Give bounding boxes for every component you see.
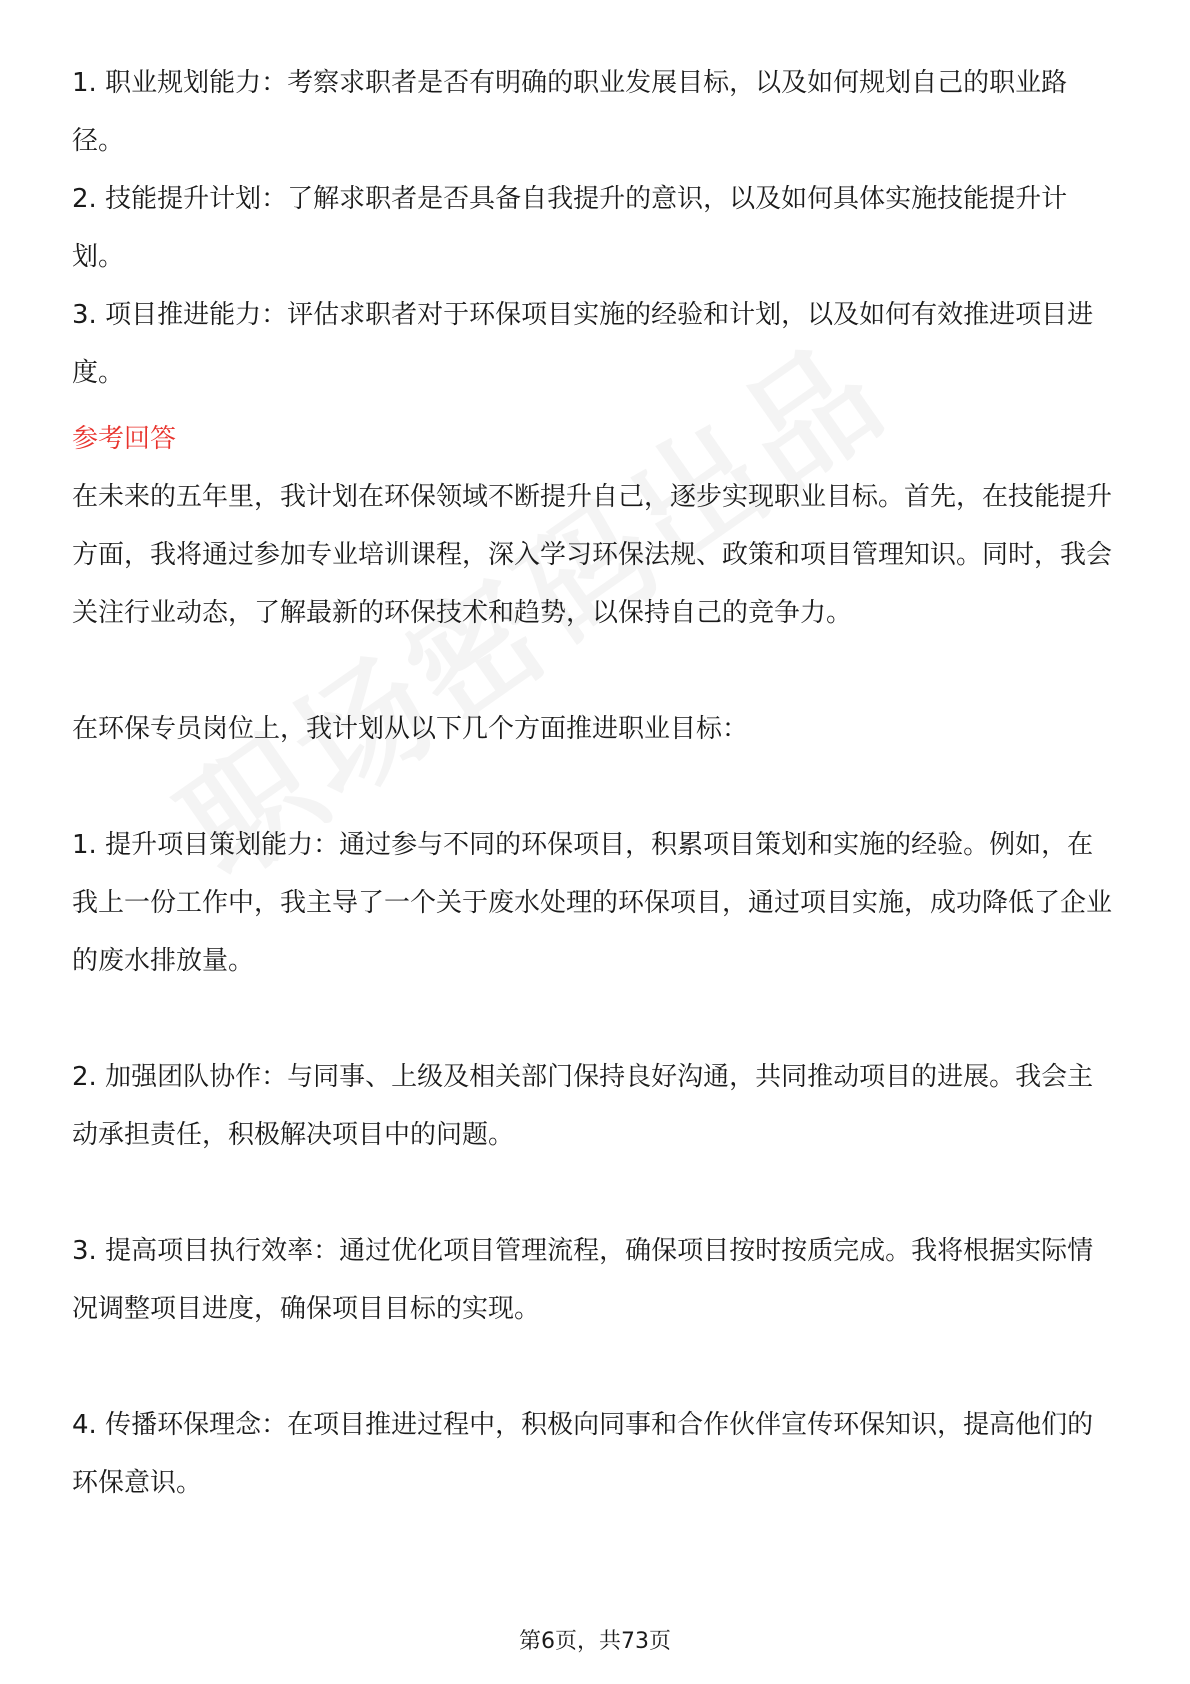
answer-lead: 在环保专员岗位上，我计划从以下几个方面推进职业目标： — [72, 714, 749, 744]
evaluation-point-2: 2. 技能提升计划：了解求职者是否具备自我提升的意识，以及如何具体实施技能提升计划。 — [72, 184, 1068, 272]
answer-point-2: 2. 加强团队协作：与同事、上级及相关部门保持良好沟通，共同推动项目的进展。我会主动承担责任，积极解决项目中的问题。 — [72, 1062, 1094, 1150]
answer-point-1: 1. 提升项目策划能力：通过参与不同的环保项目，积累项目策划和实施的经验。例如，在我上一份工作中，我主导了一个关于废水处理的环保项目，通过项目实施，成功降低了企业的废水排放量。 — [72, 830, 1113, 976]
reference-answer-title: 参考回答 — [72, 424, 177, 454]
page-number-footer: 第6页，共73页 — [519, 1629, 671, 1654]
page-content — [72, 54, 1118, 1512]
answer-point-3: 3. 提高项目执行效率：通过优化项目管理流程，确保项目按时按质完成。我将根据实际情况调整项目进度，确保项目目标的实现。 — [72, 1236, 1094, 1324]
answer-intro: 在未来的五年里，我计划在环保领域不断提升自己，逐步实现职业目标。首先，在技能提升方面，我将通过参加专业培训课程，深入学习环保法规、政策和项目管理知识。同时，我会关注行业动态，了解最新的环保技术和趋势，以保持自己的竞争力。 — [72, 482, 1113, 628]
evaluation-point-1: 1. 职业规划能力：考察求职者是否有明确的职业发展目标，以及如何规划自己的职业路径。 — [72, 68, 1068, 156]
evaluation-point-3: 3. 项目推进能力：评估求职者对于环保项目实施的经验和计划，以及如何有效推进项目进度。 — [72, 300, 1094, 388]
answer-point-4: 4. 传播环保理念：在项目推进过程中，积极向同事和合作伙伴宣传环保知识，提高他们的环保意识。 — [72, 1410, 1094, 1498]
